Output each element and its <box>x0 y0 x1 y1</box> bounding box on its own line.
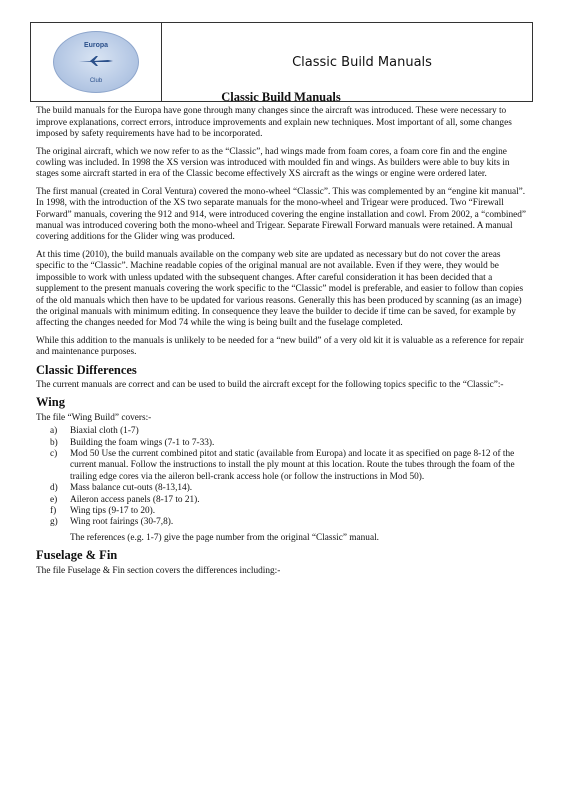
header-title: Classic Build Manuals <box>292 54 432 70</box>
list-item: c) Mod 50 Use the current combined pitot and static (available from Europa) and locate it as specified on page 8-12 of the current manual. Follow the instructions to install the ply mount at this location. Route the tubes through the foam of the trailing edge cores via the aileron bell-crank access hole (or follow the instructions in Mod 50). <box>50 448 515 482</box>
paragraph-4: At this time (2010), the build manuals available on the company web site are updated as necessary but do not cover the areas specific to the “Classic”. Machine readable copies of the original manual are not available. Even if they were, they would be impossible to work with unless updated with the subsequent changes. After careful consideration it has been decided that a supplement to the present manuals covering the work specific to the “Classic” model is preferable, and easier to follow than copies of the old manuals which then have to be updated for various reasons. Generally this has been produced by scanning (as an image) the original manuals with minimum editing. In consequence they leave the builder to decide if time can be saved, for example by affecting the changes needed for Mod 74 while the wing is being built and the fuselage completed. <box>36 249 524 329</box>
list-item: a) Biaxial cloth (1-7) <box>50 426 139 437</box>
list-item: g) Wing root fairings (30-7,8). <box>50 517 174 528</box>
club-logo <box>53 31 139 93</box>
aircraft-icon <box>78 56 114 66</box>
wing-list <box>36 426 526 529</box>
section-heading-fuselage: Fuselage & Fin <box>36 548 118 563</box>
classic-text: The current manuals are correct and can be used to build the aircraft except for the following topics specific to the “Classic”:- <box>36 379 504 390</box>
logo-cell <box>31 23 162 101</box>
list-item: b) Building the foam wings (7-1 to 7-33). <box>50 437 215 448</box>
paragraph-2: The original aircraft, which we now refer to as the “Classic”, had wings made from foam cores, a foam core fin and the engine cowling was included. In 1998 the XS version was introduced with moulded fin and wings. As builders were able to buy kits in stages some aircraft started in era of the Classic become effectively XS aircraft as the wings or engine were ordered later. <box>36 146 510 180</box>
wing-note: The references (e.g. 1-7) give the page number from the original “Classic” manual. <box>70 532 379 543</box>
wing-intro: The file “Wing Build” covers:- <box>36 412 152 423</box>
paragraph-3: The first manual (created in Coral Ventura) covered the mono-wheel “Classic”. This was complemented by an “engine kit manual”. In 1998, with the introduction of the XS two separate manuals for the mono-wheel and Trigear were produced. Two “Firewall Forward” manuals, covering the 912 and 914, were introduced covering the engine installation and cowl. From 2002, a “combined” manual was introduced covering both the mono-wheel and Trigear. Separate Firewall Forward manuals were retained. A manual covering additions for the Glider wing was produced. <box>36 186 527 243</box>
page-title: Classic Build Manuals <box>221 90 341 104</box>
list-item: f) Wing tips (9-17 to 20). <box>50 506 156 516</box>
paragraph-1: The build manuals for the Europa have gone through many changes since the aircraft was introduced. These were necessary to improve explanations, correct errors, introduce improvements and explain new techniques. Most important of all, some changes imposed by safety requirements have had to be incorporated. <box>36 106 512 140</box>
document-body <box>36 92 526 583</box>
list-item: d) Mass balance cut-outs (8-13,14). <box>50 483 193 494</box>
paragraph-5: While this addition to the manuals is unlikely to be needed for a “new build” of a very old kit it is valuable as a reference for repair and maintenance purposes. <box>36 335 524 358</box>
logo-text-bottom: Club <box>89 78 103 84</box>
section-heading-wing: Wing <box>36 395 65 410</box>
logo-text-top: Europa <box>83 42 109 49</box>
list-item: e) Aileron access panels (8-17 to 21). <box>50 494 200 505</box>
fuselage-text: The file Fuselage & Fin section covers the differences including:- <box>36 565 281 576</box>
section-heading-classic: Classic Differences <box>36 362 137 377</box>
